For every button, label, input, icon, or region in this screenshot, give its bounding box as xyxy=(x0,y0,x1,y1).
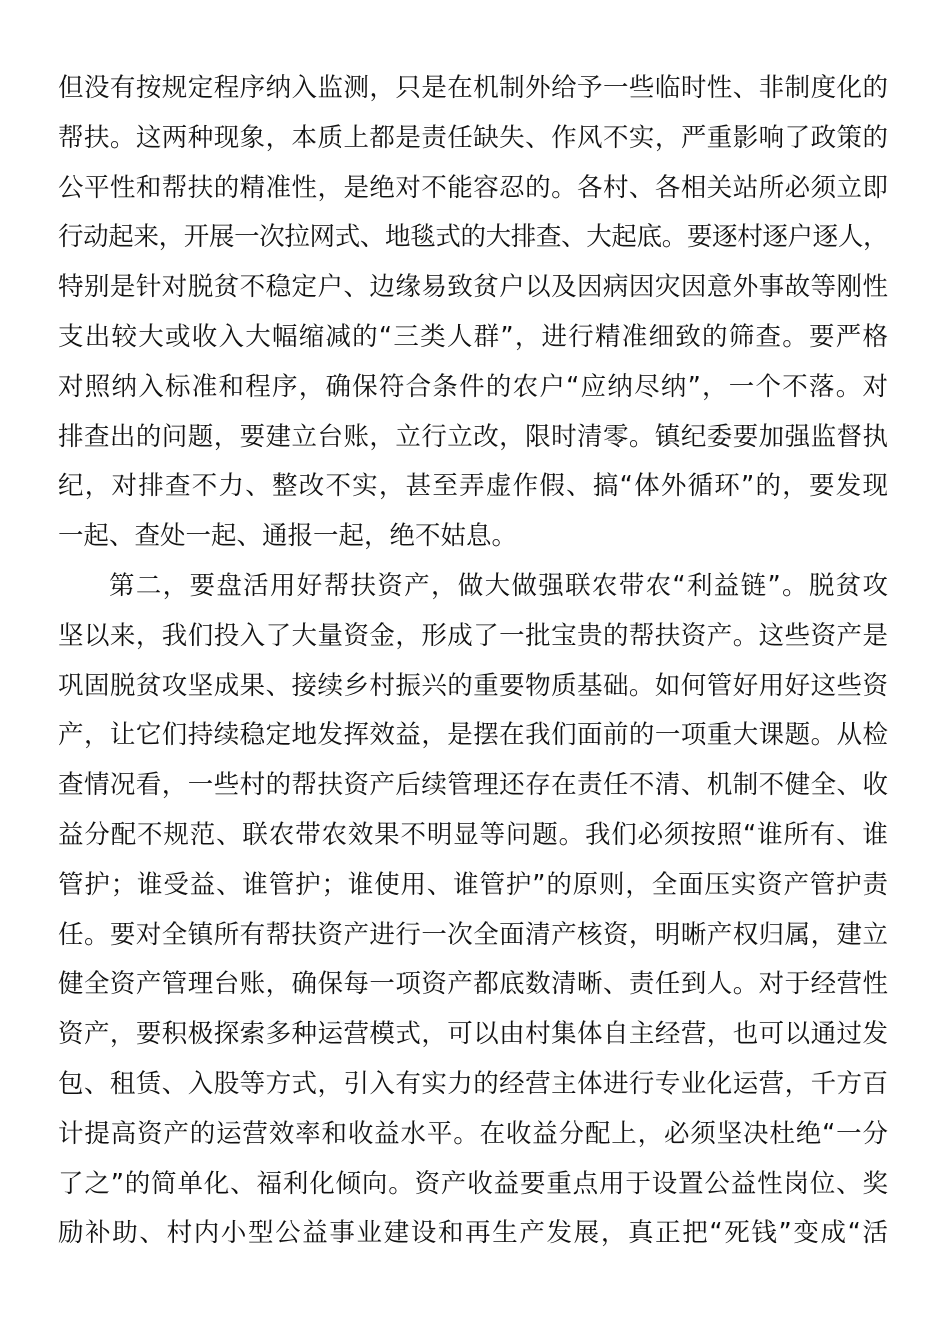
text-line: 行动起来，开展一次拉网式、地毯式的大排查、大起底。要逐村逐户逐人， xyxy=(58,222,888,253)
text-line: 坚以来，我们投入了大量资金，形成了一批宝贵的帮扶资产。这些资产是 xyxy=(58,620,888,651)
text-line: 任。要对全镇所有帮扶资产进行一次全面清产核资，明晰产权归属，建立 xyxy=(58,919,888,950)
text-line: 管护；谁受益、谁管护；谁使用、谁管护”的原则，全面压实资产管护责 xyxy=(58,869,888,900)
text-line: 公平性和帮扶的精准性，是绝对不能容忍的。各村、各相关站所必须立即 xyxy=(58,172,888,203)
text-line: 查情况看，一些村的帮扶资产后续管理还存在责任不清、机制不健全、收 xyxy=(58,770,888,801)
text-line: 纪，对排查不力、整改不实，甚至弄虚作假、搞“体外循环”的，要发现 xyxy=(58,471,888,502)
text-line: 益分配不规范、联农带农效果不明显等问题。我们必须按照“谁所有、谁 xyxy=(58,819,888,850)
text-line: 健全资产管理台账，确保每一项资产都底数清晰、责任到人。对于经营性 xyxy=(58,969,888,1000)
text-line: 对照纳入标准和程序，确保符合条件的农户“应纳尽纳”，一个不落。对 xyxy=(58,371,888,402)
text-line: 包、租赁、入股等方式，引入有实力的经营主体进行专业化运营，千方百 xyxy=(58,1068,888,1099)
text-line: 帮扶。这两种现象，本质上都是责任缺失、作风不实，严重影响了政策的 xyxy=(58,122,888,153)
text-line: 励补助、村内小型公益事业建设和再生产发展，真正把“死钱”变成“活 xyxy=(58,1218,888,1249)
body-text xyxy=(58,64,888,1259)
text-line: 特别是针对脱贫不稳定户、边缘易致贫户以及因病因灾因意外事故等刚性 xyxy=(58,272,888,303)
text-line: 计提高资产的运营效率和收益水平。在收益分配上，必须坚决杜绝“一分 xyxy=(58,1118,888,1149)
text-line: 资产，要积极探索多种运营模式，可以由村集体自主经营，也可以通过发 xyxy=(58,1019,888,1050)
text-line: 了之”的简单化、福利化倾向。资产收益要重点用于设置公益性岗位、奖 xyxy=(58,1168,888,1199)
text-line: 支出较大或收入大幅缩减的“三类人群”，进行精准细致的筛查。要严格 xyxy=(58,321,888,352)
paragraph-end-line: 一起、查处一起、通报一起，绝不姑息。 xyxy=(58,521,518,552)
text-line: 排查出的问题，要建立台账，立行立改，限时清零。镇纪委要加强监督执 xyxy=(58,421,888,452)
text-line: 巩固脱贫攻坚成果、接续乡村振兴的重要物质基础。如何管好用好这些资 xyxy=(58,670,888,701)
paragraph-start-line: 第二，要盘活用好帮扶资产，做大做强联农带农“利益链”。脱贫攻 xyxy=(109,570,888,601)
text-line: 但没有按规定程序纳入监测，只是在机制外给予一些临时性、非制度化的 xyxy=(58,73,888,103)
text-line: 产，让它们持续稳定地发挥效益，是摆在我们面前的一项重大课题。从检 xyxy=(58,720,888,751)
